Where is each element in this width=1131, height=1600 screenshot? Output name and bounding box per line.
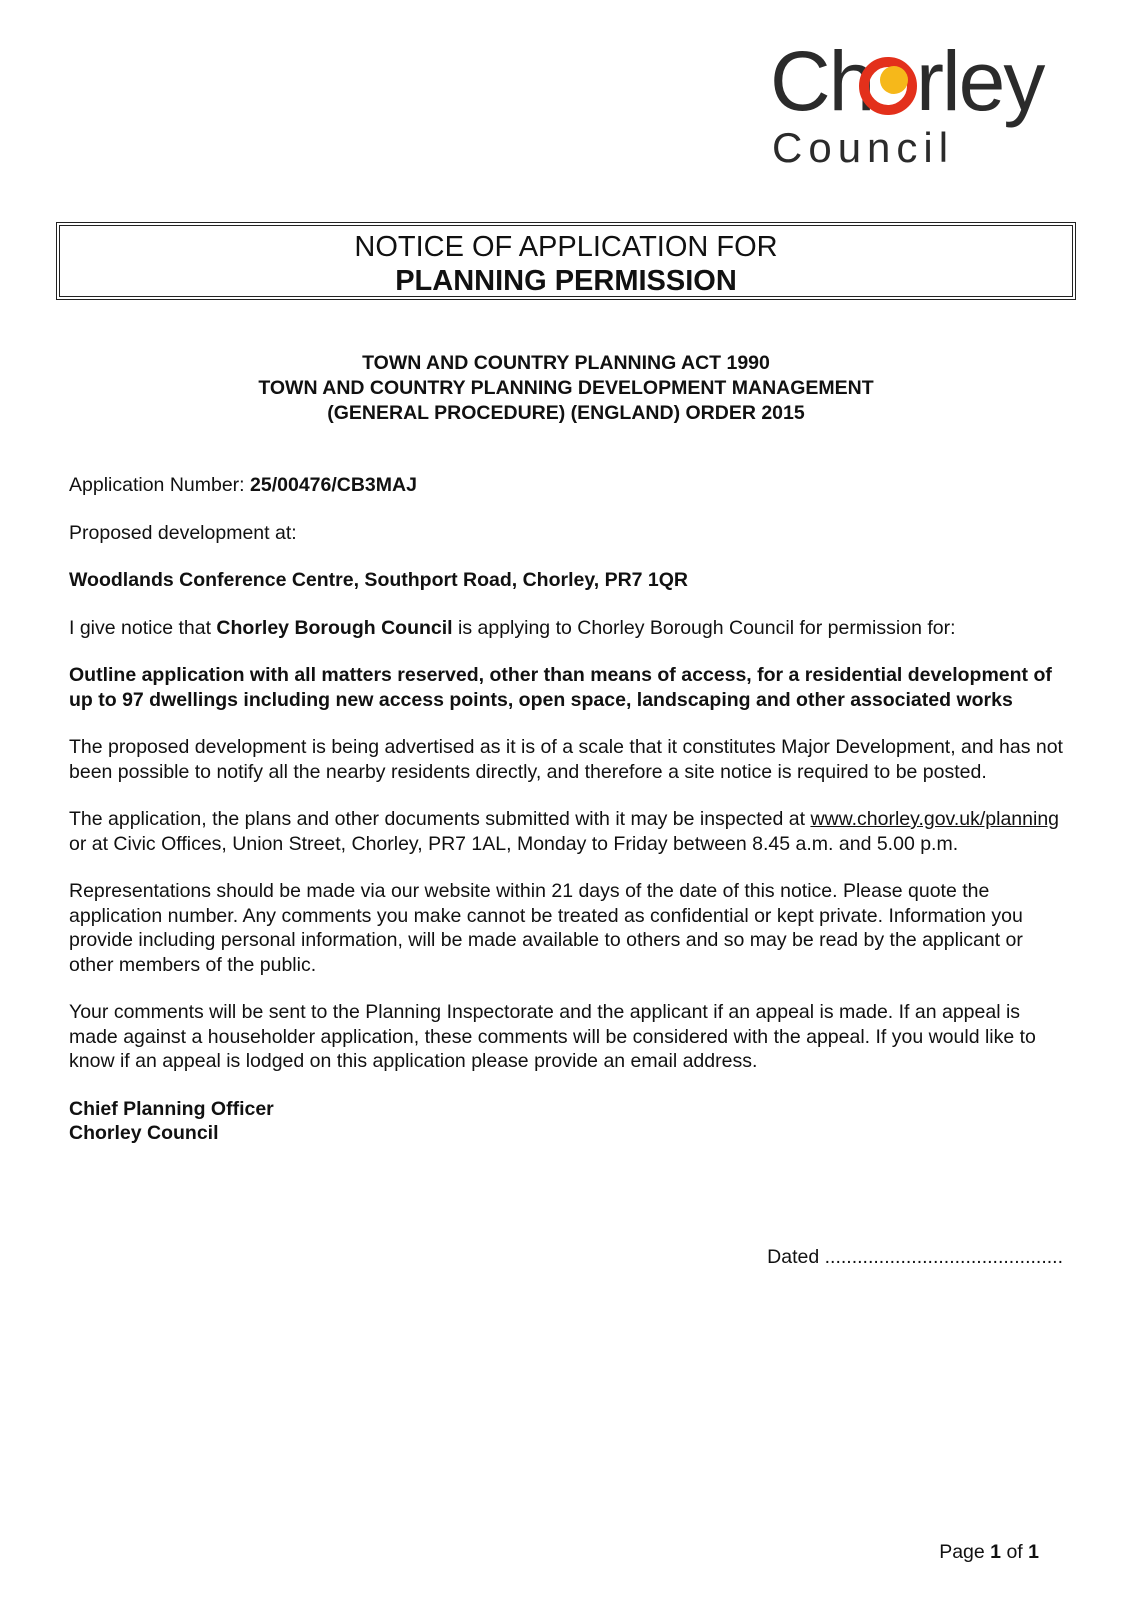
development-description: Outline application with all matters reserved, other than means of access, for a residential development of up to 97 dwellings including new access points, open space, landscaping and other associated works (69, 664, 1052, 711)
notice-title-line2: PLANNING PERMISSION (395, 265, 737, 297)
svg-text:Council: Council (772, 124, 955, 171)
planning-website-link[interactable]: www.chorley.gov.uk/planning (810, 808, 1060, 830)
applicant-name: Chorley Borough Council (216, 616, 453, 639)
proposed-at-label: Proposed development at: (69, 521, 297, 544)
svg-text:Ch: Ch (770, 38, 874, 128)
act-line: (GENERAL PROCEDURE) (ENGLAND) ORDER 2015 (327, 402, 805, 424)
inspection-paragraph: The application, the plans and other documents submitted with it may be inspected at www.chorley.gov.uk/planning or at Civic Offices, Union Street, Chorley, PR7 1AL, Monday to Friday between 8.45 a.m. and 5.00 p.m. (69, 808, 1060, 855)
signature-role: Chief Planning Officer (69, 1097, 274, 1120)
notice-body (69, 473, 1069, 1146)
notice-statement: I give notice that Chorley Borough Council is applying to Chorley Borough Council for permission for: (69, 616, 956, 639)
signature-org: Chorley Council (69, 1122, 219, 1144)
application-number: Application Number: 25/00476/CB3MAJ (69, 474, 417, 496)
act-line: TOWN AND COUNTRY PLANNING DEVELOPMENT MANAGEMENT (258, 377, 874, 399)
svg-text:rley: rley (916, 38, 1044, 128)
notice-title-box (56, 222, 1076, 300)
page-number: Page 1 of 1 (939, 1541, 1039, 1563)
logo-o-sun (880, 66, 908, 94)
legislation-headings (56, 351, 1076, 426)
notice-title-line1: NOTICE OF APPLICATION FOR (354, 231, 778, 263)
application-number-value: 25/00476/CB3MAJ (250, 474, 417, 496)
chorley-council-logo (770, 38, 1100, 178)
dated-line: Dated ............................................ (767, 1246, 1063, 1268)
act-line: TOWN AND COUNTRY PLANNING ACT 1990 (362, 352, 770, 374)
advertised-paragraph: The proposed development is being advertised as it is of a scale that it constitutes Major Development, and has not been possible to notify all the nearby residents directly, and therefore a site notice is required to be posted. (69, 736, 1063, 783)
representations-paragraph: Representations should be made via our website within 21 days of the date of this notice. Please quote the application number. Any comments you make cannot be treated as confidential or kept private. Information you provide including personal information, will be made available to others and so may be read by the applicant or other members of the public. (69, 880, 1023, 976)
comments-paragraph: Your comments will be sent to the Planning Inspectorate and the applicant if an appeal is made. If an appeal is made against a householder application, these comments will be considered with the appeal. If you would like to know if an appeal is lodged on this application please provide an email address. (69, 1001, 1036, 1072)
signature-block (69, 1097, 1069, 1146)
dated-blank: ............................................ (824, 1246, 1063, 1268)
site-address: Woodlands Conference Centre, Southport Road, Chorley, PR7 1QR (69, 569, 689, 591)
